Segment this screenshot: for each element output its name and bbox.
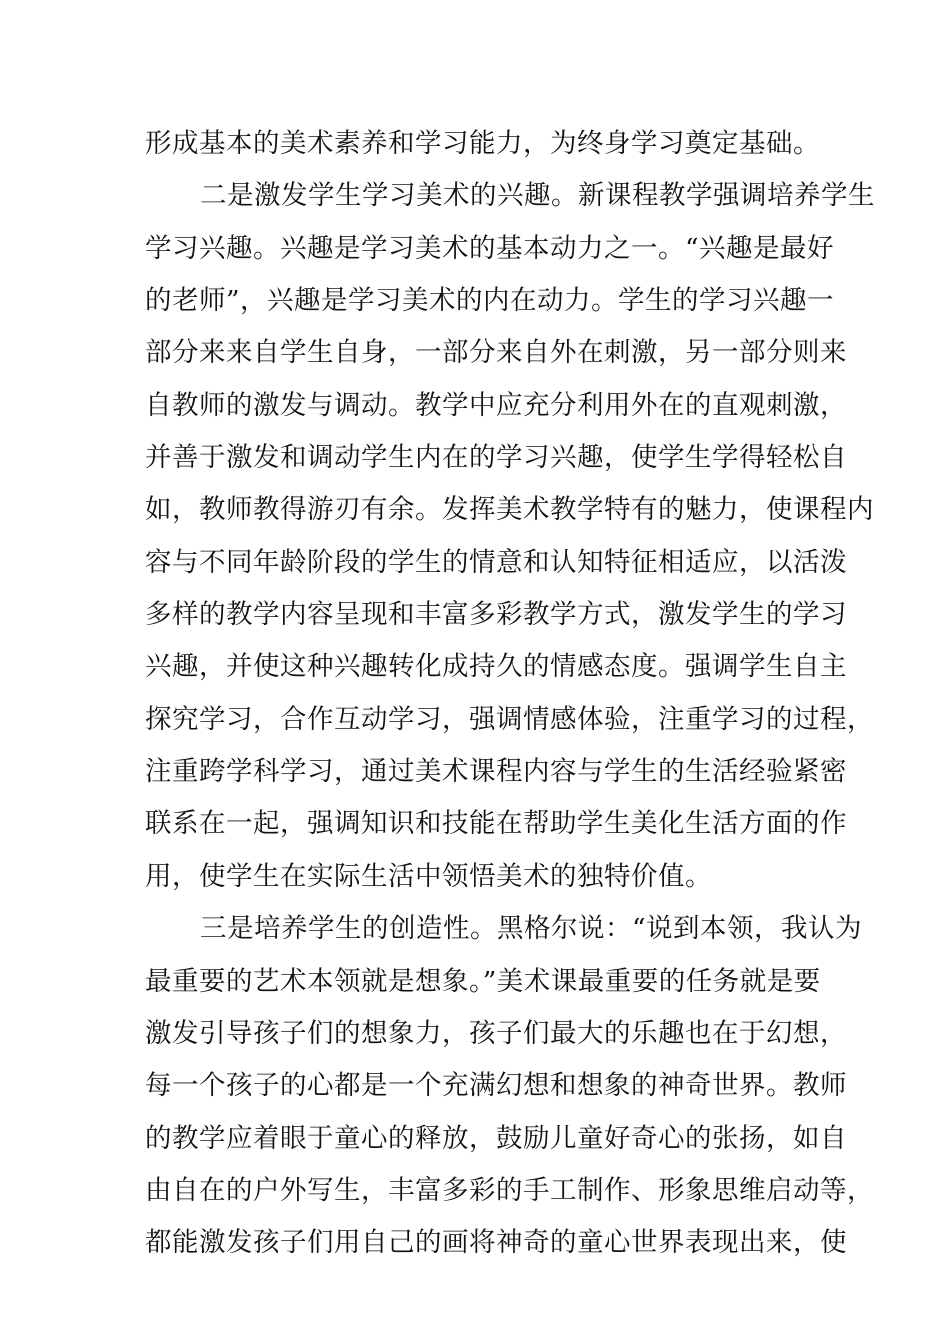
- text-line: 激发引导孩子们的想象力，孩子们最大的乐趣也在于幻想，: [145, 1017, 847, 1049]
- text-line: 的老师”，兴趣是学习美术的内在动力。学生的学习兴趣一: [145, 285, 835, 317]
- text-line: 如，教师教得游刃有余。发挥美术教学特有的魅力，使课程内: [145, 494, 874, 526]
- text-line: 形成基本的美术素养和学习能力，为终身学习奠定基础。: [145, 128, 820, 159]
- body-text: [145, 118, 875, 1270]
- text-line: 并善于激发和调动学生内在的学习兴趣，使学生学得轻松自: [145, 442, 847, 474]
- text-line: 注重跨学科学习，通过美术课程内容与学生的生活经验紧密: [145, 756, 847, 788]
- paragraph-end-line: 用，使学生在实际生活中领悟美术的独特价值。: [145, 860, 712, 892]
- text-line: 的教学应着眼于童心的释放，鼓励儿童好奇心的张扬，如自: [145, 1122, 847, 1154]
- text-line: 部分来来自学生自身，一部分来自外在刺激，另一部分则来: [145, 337, 847, 369]
- paragraph-start-line: 二是激发学生学习美术的兴趣。新课程教学强调培养学生: [200, 180, 875, 212]
- text-line: 联系在一起，强调知识和技能在帮助学生美化生活方面的作: [145, 808, 847, 840]
- text-line: 都能激发孩子们用自己的画将神奇的童心世界表现出来，使: [145, 1227, 847, 1259]
- paragraph-start-line: 三是培养学生的创造性。黑格尔说：“说到本领，我认为: [200, 913, 863, 945]
- text-line: 自教师的激发与调动。教学中应充分利用外在的直观刺激，: [145, 389, 847, 421]
- text-line: 学习兴趣。兴趣是学习美术的基本动力之一。“兴趣是最好: [145, 232, 835, 264]
- text-line: 最重要的艺术本领就是想象。”美术课最重要的任务就是要: [145, 965, 821, 997]
- text-line: 探究学习，合作互动学习，强调情感体验，注重学习的过程，: [145, 703, 874, 735]
- text-line: 容与不同年龄阶段的学生的情意和认知特征相适应，以活泼: [145, 546, 847, 578]
- text-line: 每一个孩子的心都是一个充满幻想和想象的神奇世界。教师: [145, 1070, 847, 1102]
- text-line: 由自在的户外写生，丰富多彩的手工制作、形象思维启动等，: [145, 1174, 874, 1206]
- text-line: 兴趣，并使这种兴趣转化成持久的情感态度。强调学生自主: [145, 651, 847, 683]
- text-line: 多样的教学内容呈现和丰富多彩教学方式，激发学生的学习: [145, 599, 847, 631]
